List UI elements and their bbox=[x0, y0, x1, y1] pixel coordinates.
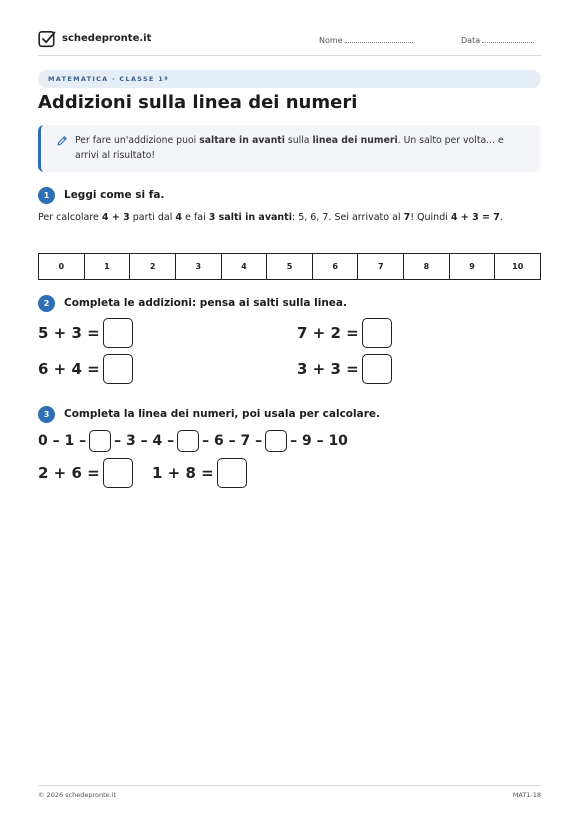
name-blank[interactable] bbox=[345, 35, 413, 43]
section-1-explanation: Per calcolare 4 + 3 parti dal 4 e fai 3 salti in avanti: 5, 6, 7. Sei arrivato al 7! Quindi 4 + 3 = 7. bbox=[38, 212, 503, 223]
equation-item bbox=[38, 458, 133, 488]
page-title: Addizioni sulla linea dei numeri bbox=[38, 92, 358, 113]
name-label: Nome bbox=[319, 36, 343, 45]
category-badge: MATEMATICA · CLASSE 1ª bbox=[38, 70, 541, 88]
answer-box[interactable] bbox=[217, 458, 247, 488]
tip-callout bbox=[38, 125, 541, 172]
equation-item bbox=[38, 318, 133, 348]
section-1-title: Leggi come si fa. bbox=[64, 189, 165, 201]
section-2-number: 2 bbox=[38, 295, 55, 312]
date-blank[interactable] bbox=[482, 35, 534, 43]
sequence-blank-box[interactable] bbox=[89, 430, 111, 452]
number-sequence bbox=[38, 430, 348, 452]
answer-box[interactable] bbox=[362, 318, 392, 348]
number-line bbox=[38, 253, 541, 280]
date-field[interactable] bbox=[461, 35, 534, 45]
answer-box[interactable] bbox=[362, 354, 392, 384]
brand-name: schedepronte.it bbox=[62, 33, 152, 44]
section-3-title: Completa la linea dei numeri, poi usala per calcolare. bbox=[64, 408, 380, 420]
section-3-number: 3 bbox=[38, 406, 55, 423]
number-line-cell: 1 bbox=[85, 254, 131, 279]
page-footer bbox=[38, 785, 541, 799]
sequence-text: 0 – 1 – bbox=[38, 433, 87, 449]
equation-text: 2 + 6 = bbox=[38, 464, 100, 482]
section-1-number: 1 bbox=[38, 187, 55, 204]
pencil-icon bbox=[56, 135, 68, 147]
number-line-cell: 4 bbox=[222, 254, 268, 279]
equation-item bbox=[297, 354, 392, 384]
sequence-text: – 6 – 7 – bbox=[202, 433, 263, 449]
sequence-blank-box[interactable] bbox=[177, 430, 199, 452]
equation-text: 6 + 4 = bbox=[38, 360, 100, 378]
equation-item bbox=[297, 318, 392, 348]
checkbox-logo-icon bbox=[38, 30, 56, 48]
answer-box[interactable] bbox=[103, 354, 133, 384]
answer-box[interactable] bbox=[103, 458, 133, 488]
section-2-title: Completa le addizioni: pensa ai salti sulla linea. bbox=[64, 297, 347, 309]
footer-copyright: © 2026 schedepronte.it bbox=[38, 791, 117, 799]
date-label: Data bbox=[461, 36, 481, 45]
number-line-cell: 0 bbox=[39, 254, 85, 279]
number-line-cell: 8 bbox=[404, 254, 450, 279]
equation-text: 3 + 3 = bbox=[297, 360, 359, 378]
name-field[interactable] bbox=[319, 35, 413, 45]
equation-text: 7 + 2 = bbox=[297, 324, 359, 342]
page-header bbox=[38, 30, 541, 56]
sequence-blank-box[interactable] bbox=[265, 430, 287, 452]
sequence-text: – 3 – 4 – bbox=[114, 433, 175, 449]
equation-item bbox=[38, 354, 133, 384]
footer-code: MAT1-18 bbox=[512, 791, 541, 799]
number-line-cell: 10 bbox=[512, 262, 524, 271]
equation-text: 1 + 8 = bbox=[152, 464, 214, 482]
number-line-cell: 5 bbox=[267, 254, 313, 279]
number-line-cell: 3 bbox=[176, 254, 222, 279]
sequence-text: – 9 – 10 bbox=[290, 433, 348, 449]
number-line-cell: 2 bbox=[130, 254, 176, 279]
equation-text: 5 + 3 = bbox=[38, 324, 100, 342]
tip-text: Per fare un'addizione puoi saltare in avanti sulla linea dei numeri. Un salto per volta... e arrivi al risultato! bbox=[75, 135, 504, 161]
equation-item bbox=[152, 458, 247, 488]
number-line-cell: 9 bbox=[450, 254, 496, 279]
number-line-cell: 6 bbox=[313, 254, 359, 279]
number-line-cell: 7 bbox=[358, 254, 404, 279]
answer-box[interactable] bbox=[103, 318, 133, 348]
